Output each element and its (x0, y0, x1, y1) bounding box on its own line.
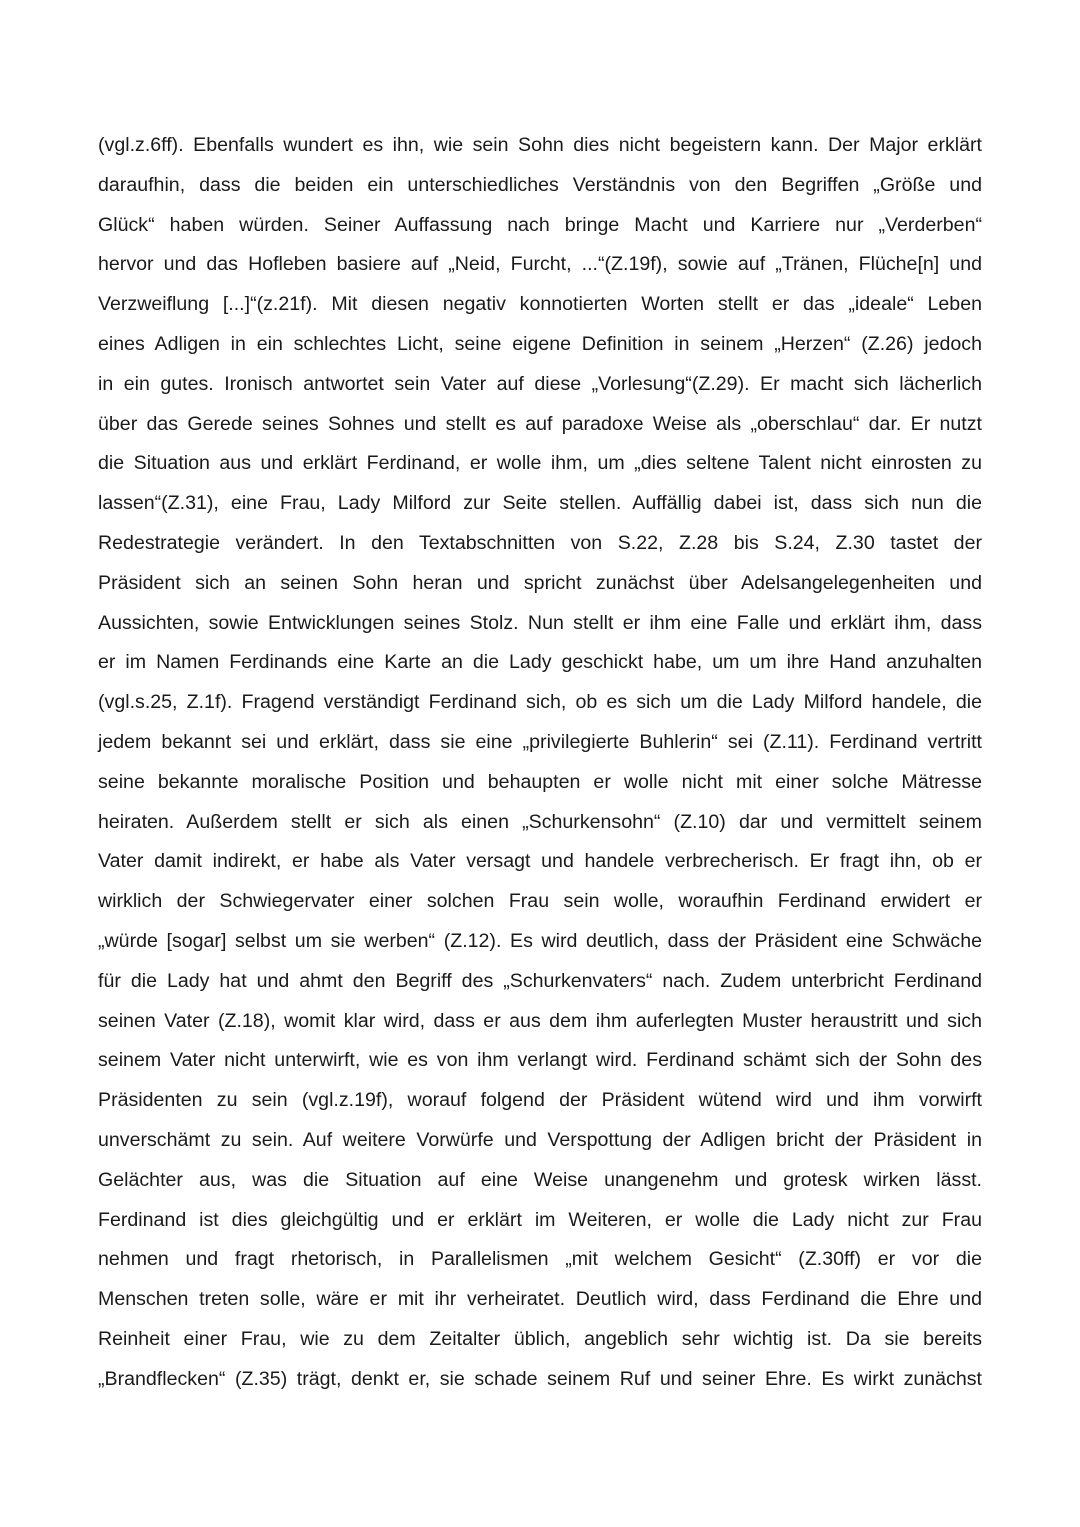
text-line-16: jedem bekannt sei und erklärt, dass sie eine „privilegierte Buhlerin“ sei (Z.11). Ferdinand vertritt (98, 730, 982, 753)
text-line-31: Reinheit einer Frau, wie zu dem Zeitalter üblich, angeblich sehr wichtig ist. Da sie bereits (98, 1327, 982, 1350)
text-line-9: die Situation aus und erklärt Ferdinand, er wolle ihm, um „dies seltene Talent nicht einrosten zu (98, 452, 982, 475)
text-line-32: „Brandflecken“ (Z.35) trägt, denkt er, sie schade seinem Ruf und seiner Ehre. Es wirkt zunächst (98, 1367, 982, 1390)
text-line-8: über das Gerede seines Sohnes und stellt es auf paradoxe Weise als „oberschlau“ dar. Er nutzt (98, 412, 982, 435)
text-line-11: Redestrategie verändert. In den Textabschnitten von S.22, Z.28 bis S.24, Z.30 tastet der (98, 531, 982, 554)
body-text (98, 126, 982, 1400)
text-line-1: (vgl.z.6ff). Ebenfalls wundert es ihn, wie sein Sohn dies nicht begeistern kann. Der Major erklärt (98, 134, 982, 156)
text-line-25: Präsidenten zu sein (vgl.z.19f), worauf folgend der Präsident wütend wird und ihm vorwirft (98, 1089, 982, 1112)
text-line-21: „würde [sogar] selbst um sie werben“ (Z.12). Es wird deutlich, dass der Präsident eine Schwäche (98, 929, 982, 952)
text-line-23: seinen Vater (Z.18), womit klar wird, dass er aus dem ihm auferlegten Muster heraustritt und sich (98, 1009, 982, 1032)
text-line-17: seine bekannte moralische Position und behaupten er wolle nicht mit einer solche Mätresse (98, 770, 982, 793)
text-line-12: Präsident sich an seinen Sohn heran und spricht zunächst über Adelsangelegenheiten und (98, 571, 982, 594)
text-line-13: Aussichten, sowie Entwicklungen seines Stolz. Nun stellt er ihm eine Falle und erklärt ihm, dass (98, 611, 982, 634)
text-line-10: lassen“(Z.31), eine Frau, Lady Milford zur Seite stellen. Auffällig dabei ist, dass sich nun die (98, 492, 982, 515)
text-line-22: für die Lady hat und ahmt den Begriff des „Schurkenvaters“ nach. Zudem unterbricht Ferdinand (98, 969, 982, 992)
text-line-6: eines Adligen in ein schlechtes Licht, seine eigene Definition in seinem „Herzen“ (Z.26) jedoch (98, 332, 982, 355)
text-line-3: Glück“ haben würden. Seiner Auffassung nach bringe Macht und Karriere nur „Verderben“ (98, 213, 982, 236)
text-line-15: (vgl.s.25, Z.1f). Fragend verständigt Ferdinand sich, ob es sich um die Lady Milford handele, die (98, 691, 982, 714)
text-line-30: Menschen treten solle, wäre er mit ihr verheiratet. Deutlich wird, dass Ferdinand die Ehre und (98, 1288, 982, 1311)
text-line-2: daraufhin, dass die beiden ein unterschiedliches Verständnis von den Begriffen „Größe und (98, 173, 982, 196)
text-line-19: Vater damit indirekt, er habe als Vater versagt und handele verbrecherisch. Er fragt ihn, ob er (98, 850, 982, 873)
text-line-28: Ferdinand ist dies gleichgültig und er erklärt im Weiteren, er wolle die Lady nicht zur Frau (98, 1208, 982, 1231)
text-line-18: heiraten. Außerdem stellt er sich als einen „Schurkensohn“ (Z.10) dar und vermittelt seinem (98, 810, 982, 833)
text-line-5: Verzweiflung [...]“(z.21f). Mit diesen negativ konnotierten Worten stellt er das „ideale“ Leben (98, 293, 982, 316)
text-line-4: hervor und das Hofleben basiere auf „Neid, Furcht, ...“(Z.19f), sowie auf „Tränen, Flüche[n] und (98, 253, 982, 276)
text-line-24: seinem Vater nicht unterwirft, wie es von ihm verlangt wird. Ferdinand schämt sich der Sohn des (98, 1049, 982, 1072)
text-line-14: er im Namen Ferdinands eine Karte an die Lady geschickt habe, um um ihre Hand anzuhalten (98, 651, 982, 674)
text-line-29: nehmen und fragt rhetorisch, in Parallelismen „mit welchem Gesicht“ (Z.30ff) er vor die (98, 1248, 982, 1271)
text-line-7: in ein gutes. Ironisch antwortet sein Vater auf diese „Vorlesung“(Z.29). Er macht sich lächerlich (98, 372, 982, 395)
text-line-26: unverschämt zu sein. Auf weitere Vorwürfe und Verspottung der Adligen bricht der Präsident in (98, 1128, 982, 1151)
text-line-20: wirklich der Schwiegervater einer solchen Frau sein wolle, woraufhin Ferdinand erwidert er (98, 890, 982, 913)
text-line-27: Gelächter aus, was die Situation auf eine Weise unangenehm und grotesk wirken lässt. (98, 1168, 982, 1191)
